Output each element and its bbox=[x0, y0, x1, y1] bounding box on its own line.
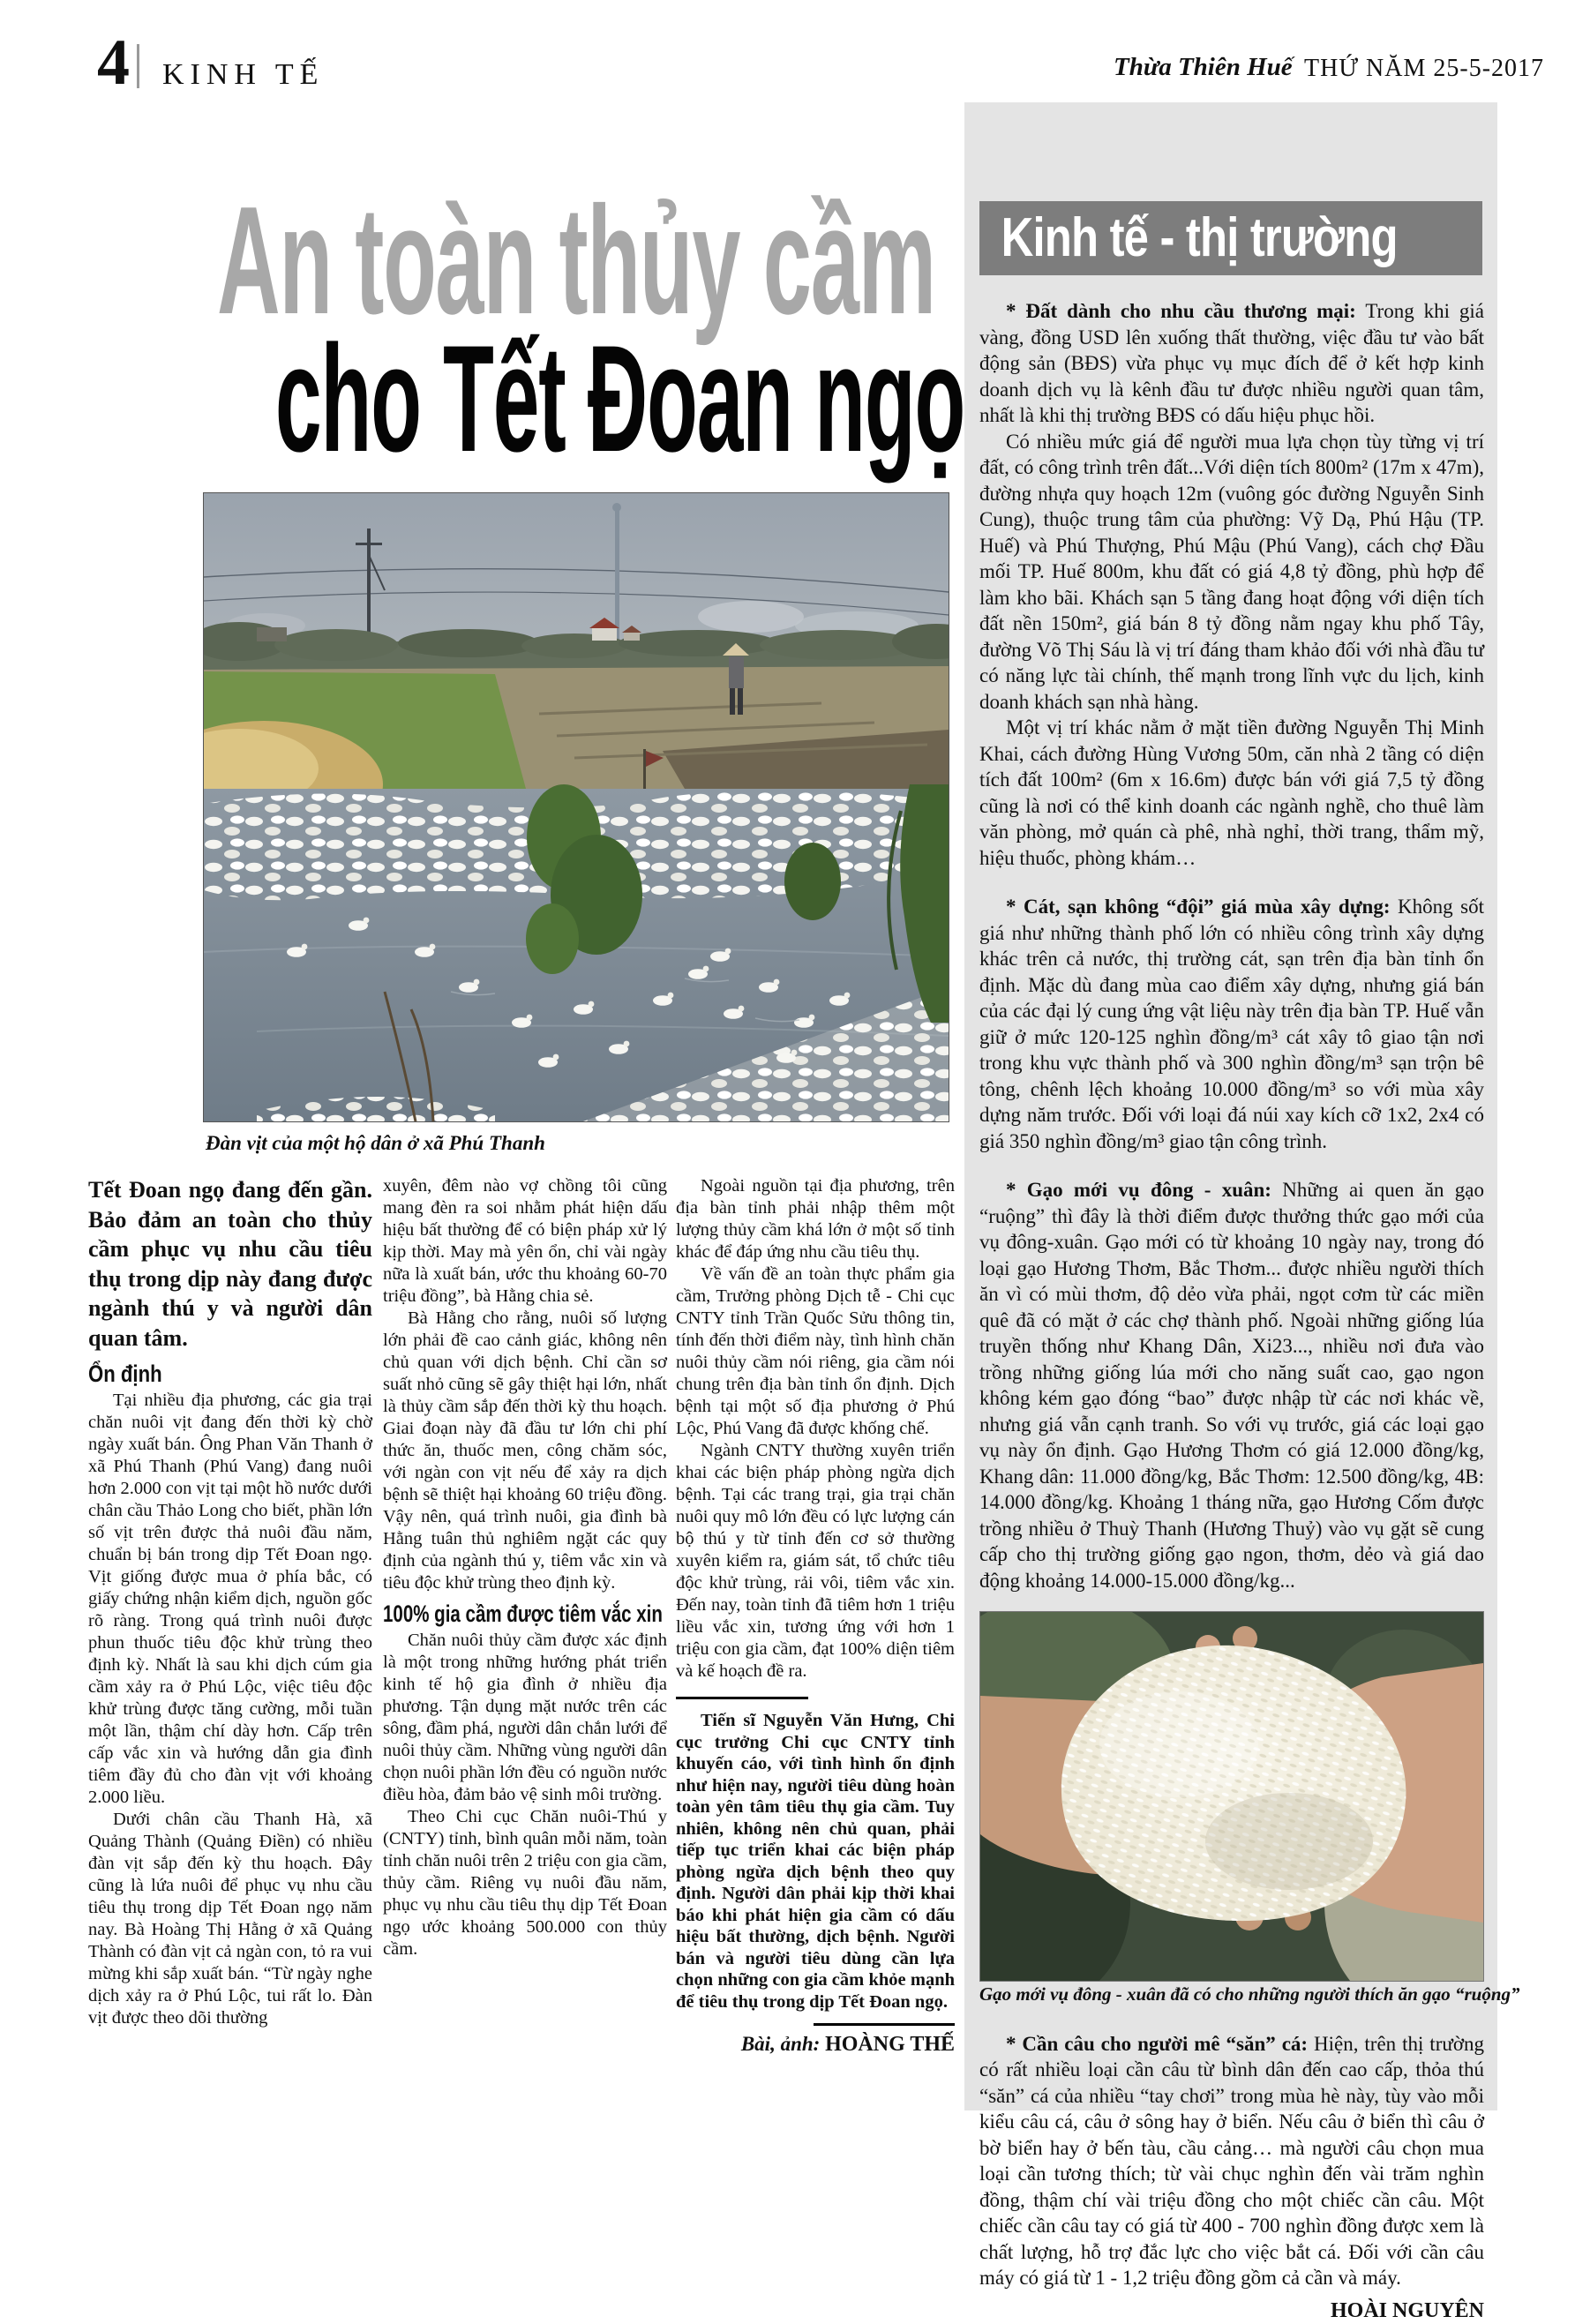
sidebar-item-lead: * Cần câu cho người mê “săn” cá: bbox=[1006, 2033, 1308, 2055]
rice-photo-caption: Gạo mới vụ đông - xuân đã có cho những người thích ăn gạo “ruộng” bbox=[979, 1982, 1484, 2008]
article-lead: Tết Đoan ngọ đang đến gần. Bảo đảm an toàn cho thủy cầm phục vụ nhu cầu tiêu thụ trong dịp này đang được ngành thú y và người dân quan tâm. bbox=[88, 1175, 372, 1353]
sidebar-item-paragraph bbox=[979, 2031, 1484, 2291]
rice-photo-art bbox=[980, 1612, 1483, 1981]
sidebar-item-paragraph bbox=[979, 1177, 1484, 1593]
article-paragraph: Theo Chi cục Chăn nuôi-Thú y (CNTY) tỉnh, bình quân mỗi năm, toàn tỉnh chăn nuôi trên 2 triệu con gia cầm, thủy cầm. Riêng vụ nuôi đầu năm, phục vụ nhu cầu tiêu thụ dịp Tết Đoan ngọ ước khoảng 500.000 con thủy cầm. bbox=[383, 1806, 667, 1960]
article-paragraph: Dưới chân cầu Thanh Hà, xã Quảng Thành (Quảng Điền) có nhiều đàn vịt sắp đến kỳ thu hoạch. Đây cũng là lứa nuôi để phục vụ nhu cầu tiêu thụ trong dịp Tết Đoan ngọ năm nay. Bà Hoàng Thị Hằng ở xã Quảng Thành có đàn vịt cả ngàn con, tỏ ra vui mừng khi sắp xuất bán. “Từ ngày nghe dịch xảy ra ở Phú Lộc, tui rất lo. Đàn vịt được theo dõi thường bbox=[88, 1809, 372, 2029]
article-byline bbox=[676, 2033, 955, 2056]
article-column-2 bbox=[383, 1175, 667, 1960]
sidebar-content bbox=[964, 275, 1497, 2324]
article-paragraph: Ngành CNTY thường xuyên triển khai các biện pháp phòng ngừa dịch bệnh. Tại các trang trại, gia trại chăn nuôi quy mô lớn đều có lực lượng cán bộ thú y từ tỉnh đến cơ sở thường xuyên kiểm ra, giám sát, tổ chức tiêu độc khử trùng, rải vôi, tiêm vắc xin. Đến nay, toàn tỉnh đã tiêm hơn 1 triệu liều vắc xin, tương ứng với hơn 1 triệu con gia cầm, đạt 100% diện tiêm và kế hoạch đề ra. bbox=[676, 1440, 955, 1683]
sidebar-item-paragraph: Một vị trí khác nằm ở mặt tiền đường Nguyễn Thị Minh Khai, cách đường Hùng Vương 50m, căn nhà 2 tầng có diện tích đất 100m² (6m x 16.6m) được bán với giá 7,5 tỷ đồng cũng là nơi có thể kinh doanh các ngành nghề, cho thuê làm văn phòng, mở quán cà phê, nhà nghỉ, thời trang, thẩm mỹ, hiệu thuốc, phòng khám… bbox=[979, 715, 1484, 871]
article-column-3 bbox=[676, 1175, 955, 2056]
sidebar-market-panel bbox=[964, 102, 1497, 2110]
article-paragraph: Về vấn đề an toàn thực phẩm gia cầm, Trưởng phòng Dịch tễ - Chi cục CNTY tỉnh Trần Quốc Sửu thông tin, tính đến thời điểm này, tình hình chăn nuôi thủy cầm nói riêng, gia cầm nói chung trên địa bàn tỉnh ổn định. Dịch bệnh tại một số địa phương ở Phú Lộc, Phú Vang đã được khống chế. bbox=[676, 1263, 955, 1440]
duck-pond-photo-art bbox=[204, 493, 949, 1121]
headline-line2: cho Tết Đoan ngọ bbox=[275, 323, 964, 475]
article-paragraph: xuyên, đêm nào vợ chồng tôi cũng mang đèn ra soi nhằm phát hiện dấu hiệu bất thường để có biện pháp xử lý kịp thời. May mà yên ổn, chỉ vài ngày nữa là xuất bán, ước thu khoảng 60-70 triệu đồng”, bà Hằng chia sẻ. bbox=[383, 1175, 667, 1308]
sidebar-item-text: Trong khi giá vàng, đồng USD lên xuống thất thường, việc đầu tư vào bất động sản (BĐS) vừa phục vụ mục đích để ở kết hợp kinh doanh dịch vụ là kênh đầu tư được nhiều người quan tâm, nhất là khi thị trường BĐS có dấu hiệu phục hồi. bbox=[979, 300, 1484, 426]
article-byline-prefix: Bài, ảnh: bbox=[741, 2033, 820, 2055]
rice-photo bbox=[979, 1611, 1484, 1982]
article-byline-name: HOÀNG THẾ bbox=[825, 2033, 955, 2056]
quote-divider-top bbox=[676, 1697, 808, 1699]
article-column-1 bbox=[88, 1175, 372, 2029]
article-paragraph: Ngoài nguồn tại địa phương, trên địa bàn tỉnh phải nhập thêm một lượng thủy cầm khá lớn ở một số tỉnh khác để đáp ứng nhu cầu tiêu thụ. bbox=[676, 1175, 955, 1263]
article-subhead-1: Ổn định bbox=[88, 1363, 321, 1385]
article-paragraph: Chăn nuôi thủy cầm được xác định là một trong những hướng phát triển kinh tế hộ gia đình ở nhiều địa phương. Tận dụng mặt nước trên các sông, đầm phá, người dân chắn lưới để nuôi thủy cầm. Những vùng người dân chọn nuôi phần lớn đều có nguồn nước điều hòa, đảm bảo vệ sinh môi trường. bbox=[383, 1630, 667, 1806]
issue-date: THỨ NĂM 25-5-2017 bbox=[1304, 55, 1544, 83]
quote-divider-bottom bbox=[814, 2023, 955, 2026]
sidebar-byline: HOÀI NGUYÊN bbox=[979, 2298, 1484, 2324]
section-title: KINH TẾ bbox=[162, 58, 324, 92]
sidebar-item-paragraph bbox=[979, 894, 1484, 1154]
page-number: 4 bbox=[97, 30, 130, 95]
sidebar-item-paragraph: Có nhiều mức giá để người mua lựa chọn tùy từng vị trí đất, có công trình trên đất...Với diện tích 800m² (17m x 47m), đường nhựa quy hoạch 12m (vuông góc đường Nguyễn Sinh Cung), thuộc trung tâm của phường: Vỹ Dạ, Phú Hậu (TP. Huế) và Phú Thượng, Phú Mậu (Phú Vang), cách chợ Đầu mối TP. Huế 800m, khu đất có giá 4,8 tỷ đồng, phù hợp để làm kho bãi. Khách sạn 5 tầng đang hoạt động với diện tích đất nền 150m², giá bán 8 tỷ đồng nằm ngay khu phố Tây, đường Võ Thị Sáu là vị trí đáng tham khảo đối với nhà đầu tư có năng lực tài chính, thế mạnh trong lĩnh vực du lịch, kinh doanh khách sạn nhà hàng. bbox=[979, 429, 1484, 716]
article-quote: Tiến sĩ Nguyễn Văn Hưng, Chi cục trưởng Chi cục CNTY tỉnh khuyến cáo, với tình hình ổn định như hiện nay, người tiêu dùng hoàn toàn yên tâm tiêu thụ gia cầm. Tuy nhiên, không nên chủ quan, phải tiếp tục triển khai các biện pháp phòng ngừa dịch bệnh theo quy định. Người dân phải kịp thời khai báo khi phát hiện gia cầm có dấu hiệu bất thường, dịch bệnh. Người bán và người tiêu dùng cần lựa chọn những con gia cầm khỏe mạnh để tiêu thụ trong dịp Tết Đoan ngọ. bbox=[676, 1710, 955, 2013]
sidebar-item-text: Không sốt giá như những thành phố lớn có nhiều công trình xây dựng khác trên cả nước, thị trường cát, sạn trên địa bàn tỉnh ổn định. Mặc dù đang mùa cao điểm xây dựng, nhưng giá bán của các đại lý cung ứng vật liệu này trên địa bàn TP. Huế vẫn giữ ở mức 120-125 nghìn đồng/m³ cát xây tô giao tận nơi trong khu vực thành phố và 300 nghìn đồng/m³ sạn trộn bê tông, chênh lệch khoảng 10.000 đồng/m³ so với mùa xây dựng năm trước. Đối với loại đá núi xay kích cỡ 1x2, 2x4 có giá 350 nghìn đồng/m³ giao tận công trình. bbox=[979, 896, 1484, 1152]
sidebar-title: Kinh tế - thị trường bbox=[979, 201, 1398, 275]
sidebar-item-lead: * Gạo mới vụ đông - xuân: bbox=[1006, 1179, 1271, 1201]
sidebar-item-lead: * Cát, sạn không “đội” giá mùa xây dựng: bbox=[1006, 896, 1390, 918]
sidebar-item-text: Hiện, trên thị trường có rất nhiều loại cần câu từ bình dân đến cao cấp, thỏa thú “săn” cá của nhiều “tay chơi” trong mùa hè này, tùy vào mỗi kiểu câu cá, câu ở sông hay ở biển. Nếu câu ở biển thì câu ở bờ biển hay ở bến tàu, cầu cảng… mà người câu chọn mua loại cần tương thích; từ vài chục nghìn đến vài trăm nghìn đồng, thậm chí vài triệu đồng cho một chiếc cần câu. Một chiếc cần câu tay có giá từ 400 - 700 nghìn đồng được xem là chất lượng, hỗ trợ đắc lực cho việc bắt cá. Đối với cần câu máy có giá từ 1 - 1,2 triệu đồng gồm cả cần và máy. bbox=[979, 2033, 1484, 2290]
main-photo-caption: Đàn vịt của một hộ dân ở xã Phú Thanh bbox=[206, 1132, 545, 1155]
sidebar-item-lead: * Đất dành cho nhu cầu thương mại: bbox=[1006, 300, 1356, 322]
article-subhead-2: 100% gia cầm được tiêm vắc xin bbox=[383, 1603, 599, 1625]
article-paragraph: Bà Hằng cho rằng, nuôi số lượng lớn phải đề cao cảnh giác, không nên chủ quan với dịch bệnh. Chỉ cần sơ suất nhỏ cũng sẽ gây thiệt hại lớn, nhất là thủy cầm sắp đến thời kỳ thu hoạch. Giai đoạn này đã đầu tư lớn chi phí thức ăn, thuốc men, công chăm sóc, với ngàn con vịt nếu để xảy ra dịch bệnh sẽ thiệt hại khoảng 60 triệu đồng. Vậy nên, quá trình nuôi, gia đình bà Hằng tuân thủ nghiêm ngặt các quy định của ngành thú y, tiêm vắc xin và tiêu độc khử trùng theo định kỳ. bbox=[383, 1308, 667, 1594]
sidebar-item-paragraph bbox=[979, 298, 1484, 429]
sidebar-title-band bbox=[979, 201, 1482, 275]
headline-line1: An toàn thủy cầm bbox=[217, 184, 935, 337]
header-divider-bar bbox=[137, 44, 139, 88]
sidebar-item-text: Những ai quen ăn gạo “ruộng” thì đây là thời điểm được thưởng thức gạo mới của vụ đông-xuân. Gạo mới có từ khoảng 10 ngày nay, trong đó loại gạo Hương Thơm, Bắc Thơm... được nhiều người thích ăn vì có mùi thơm, độ dẻo vừa phải, ngọt cơm từ các miền quê đã có mặt ở các chợ thành phố. Ngoài những giống lúa truyền thống như Khang Dân, Xi23..., nhiều nơi đưa vào trồng những giống lúa mới cho năng suất cao, gạo ngon không kém gạo đóng “bao” được nhập từ các nơi khác về, nhưng giá vẫn cạnh tranh. So với vụ trước, giá các loại gạo vụ này ổn định. Gạo Hương Thơm có giá 12.000 đồng/kg, Khang dân: 11.000 đồng/kg, Bắc Thơm: 12.500 đồng/kg, 4B: 14.000 đồng/kg. Khoảng 1 tháng nữa, gạo Hương Cốm được trồng nhiều ở Thuỳ Thanh (Hương Thuỷ) vào vụ gặt sẽ cung cấp cho thị trường giống gạo ngon, thơm, dẻo và giá dao động khoảng 14.000-15.000 đồng/kg... bbox=[979, 1179, 1484, 1592]
duck-pond-photo bbox=[203, 492, 949, 1122]
article-paragraph: Tại nhiều địa phương, các gia trại chăn nuôi vịt đang đến thời kỳ chờ ngày xuất bán. Ông Phan Văn Thanh ở xã Phú Thanh (Phú Vang) đang nuôi hơn 2.000 con vịt tại một hồ nước dưới chân cầu Thảo Long cho biết, phần lớn số vịt trên được thả nuôi đầu năm, chuẩn bị bán trong dịp Tết Đoan ngọ. Vịt giống được mua ở phía bắc, có giấy chứng nhận kiểm dịch, nguồn gốc rõ ràng. Trong quá trình nuôi được phun thuốc tiêu độc khử trùng theo định kỳ. Nhất là sau khi dịch cúm gia cầm xảy ra ở Phú Lộc, việc tiêu độc khử trùng được tăng cường, mỗi tuần một lần, thậm chí dày hơn. Cấp trên cấp vắc xin và hướng dẫn gia đình tiêm đầy đủ cho đàn vịt với khoảng 2.000 liều. bbox=[88, 1390, 372, 1809]
newspaper-brand: Thừa Thiên Huế bbox=[1114, 53, 1293, 82]
